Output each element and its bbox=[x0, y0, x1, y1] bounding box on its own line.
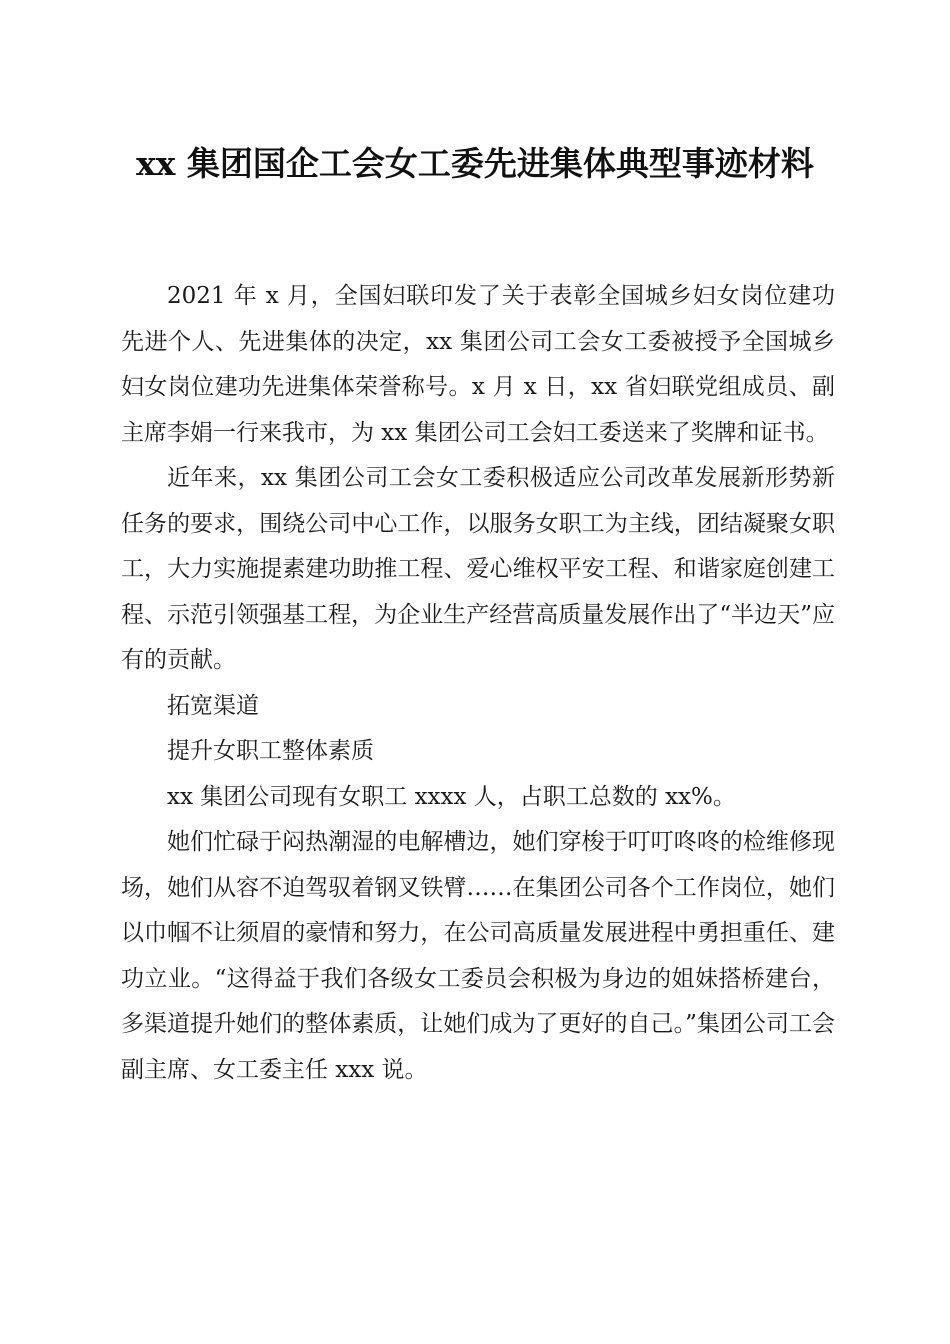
document-title: xx 集团国企工会女工委先进集体典型事迹材料 bbox=[136, 144, 814, 183]
document-body bbox=[121, 274, 835, 1093]
paragraph-award-announcement: 2021 年 x 月，全国妇联印发了关于表彰全国城乡妇女岗位建功先进个人、先进集体的决定，xx 集团公司工会女工委被授予全国城乡妇女岗位建功先进集体荣誉称号。x 月 x 日，xx 省妇联党组成员、副主席李娟一行来我市，为 xx 集团公司工会妇工委送来了奖牌和证书。 bbox=[121, 283, 835, 446]
paragraph-staff-count: xx 集团公司现有女职工 xxxx 人，占职工总数的 xx%。 bbox=[167, 783, 736, 810]
paragraph-women-workers: 她们忙碌于闷热潮湿的电解槽边，她们穿梭于叮叮咚咚的检维修现场，她们从容不迫驾驭着钢叉铁臂……在集团公司各个工作岗位，她们以巾帼不让须眉的豪情和努力，在公司高质量发展进程中勇担重任、建功立业。“这得益于我们各级女工委员会积极为身边的姐妹搭桥建台，多渠道提升她们的整体素质，让她们成为了更好的自己。”集团公司工会副主席、女工委主任 xxx 说。 bbox=[121, 829, 835, 1083]
paragraph-recent-work: 近年来，xx 集团公司工会女工委积极适应公司改革发展新形势新任务的要求，围绕公司中心工作，以服务女职工为主线，团结凝聚女职工，大力实施提素建功助推工程、爱心维权平安工程、和谐家庭创建工程、示范引领强基工程，为企业生产经营高质量发展作出了“半边天”应有的贡献。 bbox=[121, 465, 835, 673]
section-subheading-quality: 提升女职工整体素质 bbox=[167, 738, 374, 764]
section-heading-channels: 拓宽渠道 bbox=[167, 692, 259, 719]
